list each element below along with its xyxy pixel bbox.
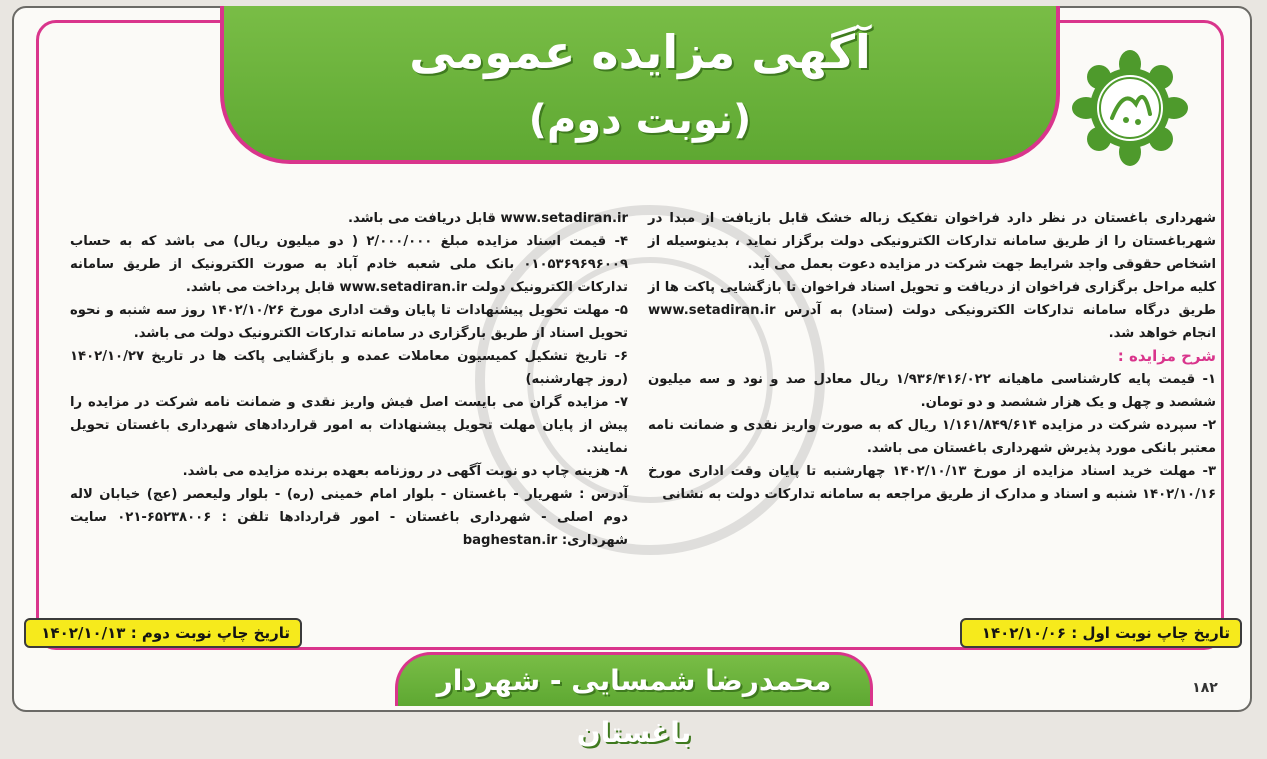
section-heading: شرح مزایده : xyxy=(1117,347,1216,365)
signature-banner: محمدرضا شمسایی - شهردار باغستان xyxy=(395,652,873,706)
municipality-emblem-icon xyxy=(1072,50,1188,166)
process-end: انجام خواهد شد. xyxy=(1108,326,1216,341)
first-print-date: تاریخ چاپ نوبت اول : ۱۴۰۲/۱۰/۰۶ xyxy=(960,618,1242,648)
setad-link[interactable]: www.setadiran.ir xyxy=(339,280,468,295)
header-banner xyxy=(220,6,1060,164)
item-8: ۸- هزینه چاپ دو نوبت آگهی در روزنامه بعهده برنده مزایده می باشد. xyxy=(182,464,628,479)
second-print-date: تاریخ چاپ نوبت دوم : ۱۴۰۲/۱۰/۱۳ xyxy=(24,618,302,648)
item-1: ۱- قیمت پایه کارشناسی ماهیانه ۱/۹۳۶/۴۱۶/۰۲۲ ریال معادل صد و نود و سه میلیون ششصد و چهل و یک هزار ششصد و دو تومان. xyxy=(648,372,1216,410)
address-text: آدرس : شهریار - باغستان - بلوار امام خمینی (ره) - بلوار ولیعصر (عج) خیابان لاله دوم اصلی - شهرداری باغستان - امور قراردادها تلفن : ۶۵۲۳۸۰۰۶-۰۲۱ سایت شهرداری: xyxy=(70,487,628,548)
item-4-end: قابل پرداخت می باشد. xyxy=(185,280,335,295)
setad-link[interactable]: www.setadiran.ir xyxy=(500,211,628,226)
item-5: ۵- مهلت تحویل پیشنهادات تا پایان وقت اداری مورخ ۱۴۰۲/۱۰/۲۶ روز سه شنبه و نحوه تحویل اسناد از طریق بارگزاری در سامانه تدارکات الکترونیک دولت می باشد. xyxy=(70,303,628,341)
municipality-site-link[interactable]: baghestan.ir xyxy=(462,533,558,548)
item-3: ۳- مهلت خرید اسناد مزایده از مورخ ۱۴۰۲/۱۰/۱۳ چهارشنبه تا پایان وقت اداری مورخ ۱۴۰۲/۱۰/۱۶ شنبه و اسناد و مدارک از طریق مراجعه به سامانه تدارکات دولت به نشانی xyxy=(648,464,1216,502)
ad-subtitle: (نوبت دوم) xyxy=(528,97,752,143)
item-7: ۷- مزایده گران می بایست اصل فیش واریز نقدی و ضمانت نامه شرکت در مزایده را پیش از پایان مهلت تحویل پیشنهادات به امور قراردادهای شهرداری باغستان تحویل نمایند. xyxy=(70,395,628,456)
intro-paragraph: شهرداری باغستان در نظر دارد فراخوان تفکیک زباله خشک قابل بازیافت از مبدا در شهرباغستان را از طریق سامانه تدارکات الکترونیکی دولت برگزار نماید ، بدینوسیله از اشخاص حقوقی واجد شرایط جهت شرکت در مزایده دعوت بعمل می آید. xyxy=(648,211,1216,272)
item-2: ۲- سپرده شرکت در مزایده ۱/۱۶۱/۸۴۹/۶۱۴ ریال که به صورت واریز نقدی و ضمانت نامه معتبر بانکی مورد پذیرش شهرداری باغستان می باشد. xyxy=(648,418,1216,456)
item-4: ۴- قیمت اسناد مزایده مبلغ ۲/۰۰۰/۰۰۰ ( دو میلیون ریال) می باشد که به حساب ۰۱۰۵۳۶۹۶۹۶۰۰۹ بانک ملی شعبه خادم آباد به صورت الکترونیک از طریق سامانه تدارکات الکترونیک دولت xyxy=(70,234,628,295)
right-column xyxy=(648,207,1216,506)
item-6: ۶- تاریخ تشکیل کمیسیون معاملات عمده و بازگشایی پاکت ها در تاریخ ۱۴۰۲/۱۰/۲۷ (روز چهارشنبه) xyxy=(70,349,628,387)
setad-link[interactable]: www.setadiran.ir xyxy=(648,303,776,318)
page-number: ۱۸۲ xyxy=(1192,680,1218,696)
ad-title: آگهی مزایده عمومی xyxy=(409,25,871,79)
left-column xyxy=(70,207,628,552)
continuation-text: قابل دریافت می باشد. xyxy=(347,211,496,226)
process-paragraph: کلیه مراحل برگزاری فراخوان از دریافت و تحویل اسناد فراخوان تا بازگشایی پاکت ها از طریق درگاه سامانه تدارکات الکترونیکی دولت (ستاد) به آدرس xyxy=(648,280,1216,318)
